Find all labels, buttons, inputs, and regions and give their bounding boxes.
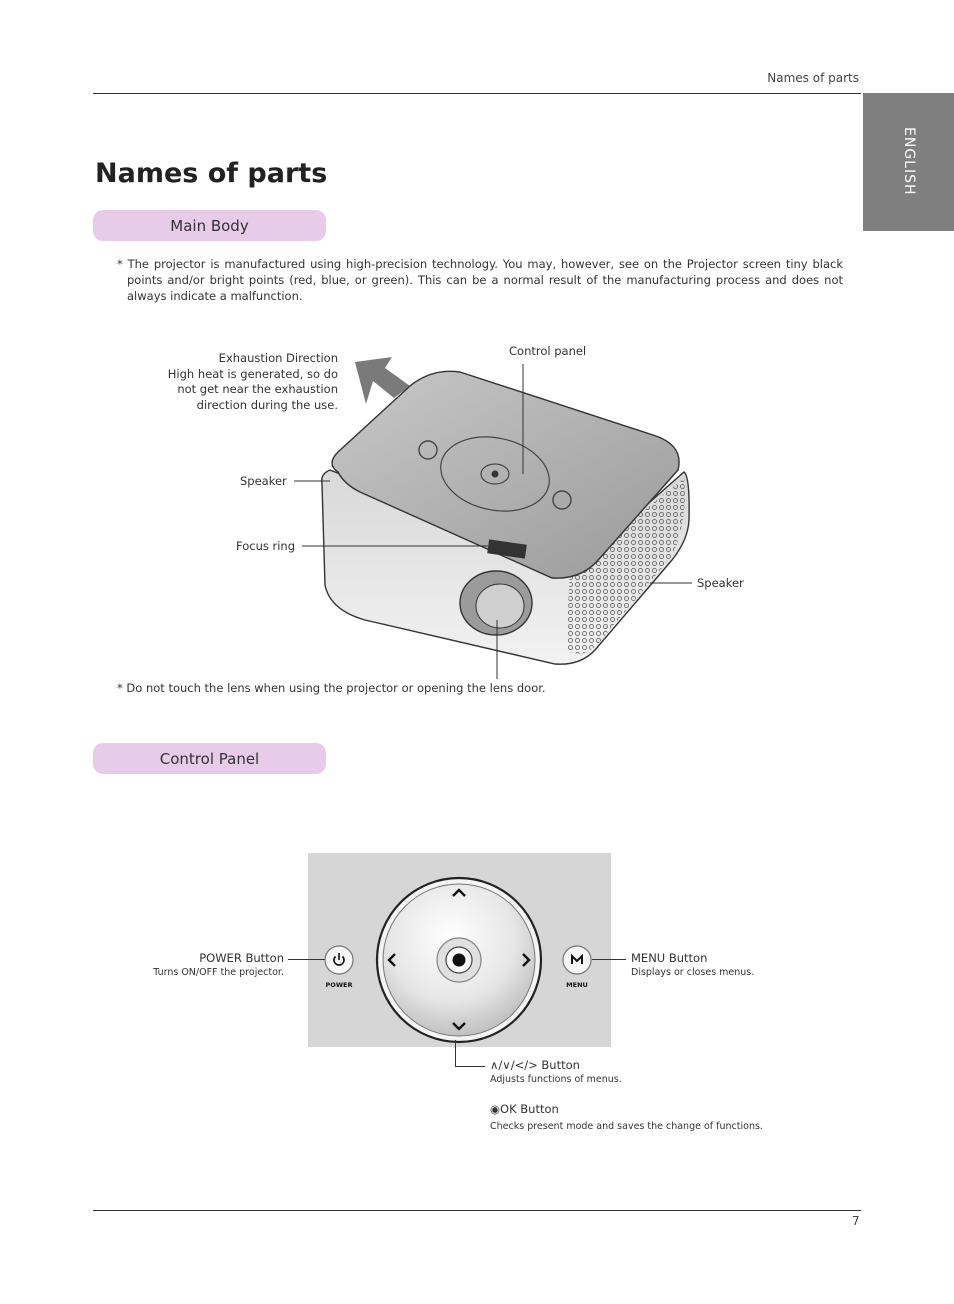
footer-rule (93, 1210, 861, 1211)
precision-note: * The projector is manufactured using high-precision technology. You may, however, see on the Projector screen tiny black points and/or bright points (red, blue, or green). This can be a normal result of the manufacturing process and does not always indicate a malfunction. (117, 257, 843, 303)
section-heading-main-body: Main Body (93, 210, 326, 241)
page-title: Names of parts (95, 158, 328, 189)
speaker-label-right: Speaker (697, 576, 744, 590)
ok-button-icon (453, 954, 466, 967)
arrow-callout: ∧/∨/</> Button Adjusts functions of menus. (490, 1058, 622, 1085)
page-number: 7 (852, 1214, 860, 1228)
menu-callout: MENU Button Displays or closes menus. (631, 951, 755, 978)
exhaustion-label: Exhaustion Direction High heat is generated, so do not get near the exhaustion direction during the use. (167, 351, 338, 412)
running-header: Names of parts (767, 71, 859, 85)
power-leader (288, 959, 325, 960)
language-tab-label: ENGLISH (901, 127, 917, 196)
power-callout: POWER Button Turns ON/OFF the projector. (153, 951, 284, 978)
lens-note: * Do not touch the lens when using the projector or opening the lens door. (117, 681, 546, 695)
ok-callout: ◉OK Button Checks present mode and saves the change of functions. (490, 1102, 763, 1132)
control-panel-label: Control panel (509, 344, 587, 358)
section-heading-control-panel: Control Panel (93, 743, 326, 774)
menu-key-label: MENU (566, 981, 588, 989)
power-key-label: POWER (325, 981, 353, 989)
menu-leader (592, 959, 626, 960)
control-panel-illustration (308, 853, 611, 1047)
arrow-leader-horizontal (455, 1066, 485, 1067)
arrow-leader-vertical (455, 1040, 456, 1067)
focus-ring-label: Focus ring (236, 539, 296, 553)
speaker-label-left: Speaker (240, 474, 287, 488)
